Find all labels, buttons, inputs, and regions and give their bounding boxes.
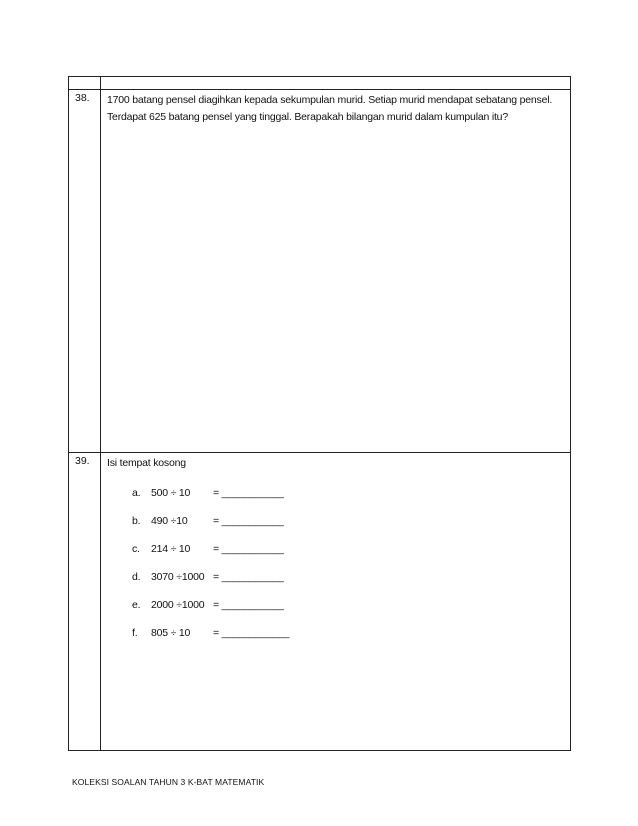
answer-blank[interactable]: = ___________ — [213, 571, 284, 583]
division-item — [132, 597, 564, 625]
question-row-38 — [69, 90, 571, 453]
item-expression: 3070 ÷1000 — [151, 571, 205, 583]
page-footer: KOLEKSI SOALAN TAHUN 3 K-BAT MATEMATIK — [72, 777, 265, 787]
division-items-list — [107, 485, 564, 653]
item-label: c. — [132, 543, 140, 555]
division-item — [132, 541, 564, 569]
item-label: a. — [132, 487, 141, 499]
answer-blank[interactable]: = ___________ — [213, 515, 284, 527]
item-label: d. — [132, 571, 141, 583]
question-38-text: 1700 batang pensel diagihkan kepada sekumpulan murid. Setiap murid mendapat sebatang pensel. Terdapat 625 batang pensel yang tinggal. Berapakah bilangan murid dalam kumpulan itu? — [107, 94, 553, 123]
question-instruction: Isi tempat kosong — [107, 457, 186, 469]
item-expression: 2000 ÷1000 — [151, 599, 205, 611]
header-cell-question — [101, 77, 571, 90]
division-item — [132, 513, 564, 541]
answer-blank[interactable]: = ___________ — [213, 599, 284, 611]
division-item — [132, 625, 564, 653]
question-row-39 — [69, 453, 571, 751]
question-number: 38. — [69, 90, 101, 453]
item-label: f. — [132, 627, 138, 639]
question-body — [101, 453, 571, 751]
item-expression: 805 ÷ 10 — [151, 627, 191, 639]
item-expression: 500 ÷ 10 — [151, 487, 191, 499]
division-item — [132, 485, 564, 513]
question-table — [68, 76, 571, 751]
item-label: b. — [132, 515, 141, 527]
item-expression: 490 ÷10 — [151, 515, 188, 527]
question-text — [101, 90, 571, 453]
table-header-row — [69, 77, 571, 90]
question-number: 39. — [69, 453, 101, 751]
answer-blank[interactable]: = ____________ — [213, 627, 290, 639]
item-expression: 214 ÷ 10 — [151, 543, 191, 555]
answer-blank[interactable]: = ___________ — [213, 487, 284, 499]
item-label: e. — [132, 599, 141, 611]
answer-blank[interactable]: = ___________ — [213, 543, 284, 555]
division-item — [132, 569, 564, 597]
question-sheet — [68, 76, 570, 748]
header-cell-number — [69, 77, 101, 90]
